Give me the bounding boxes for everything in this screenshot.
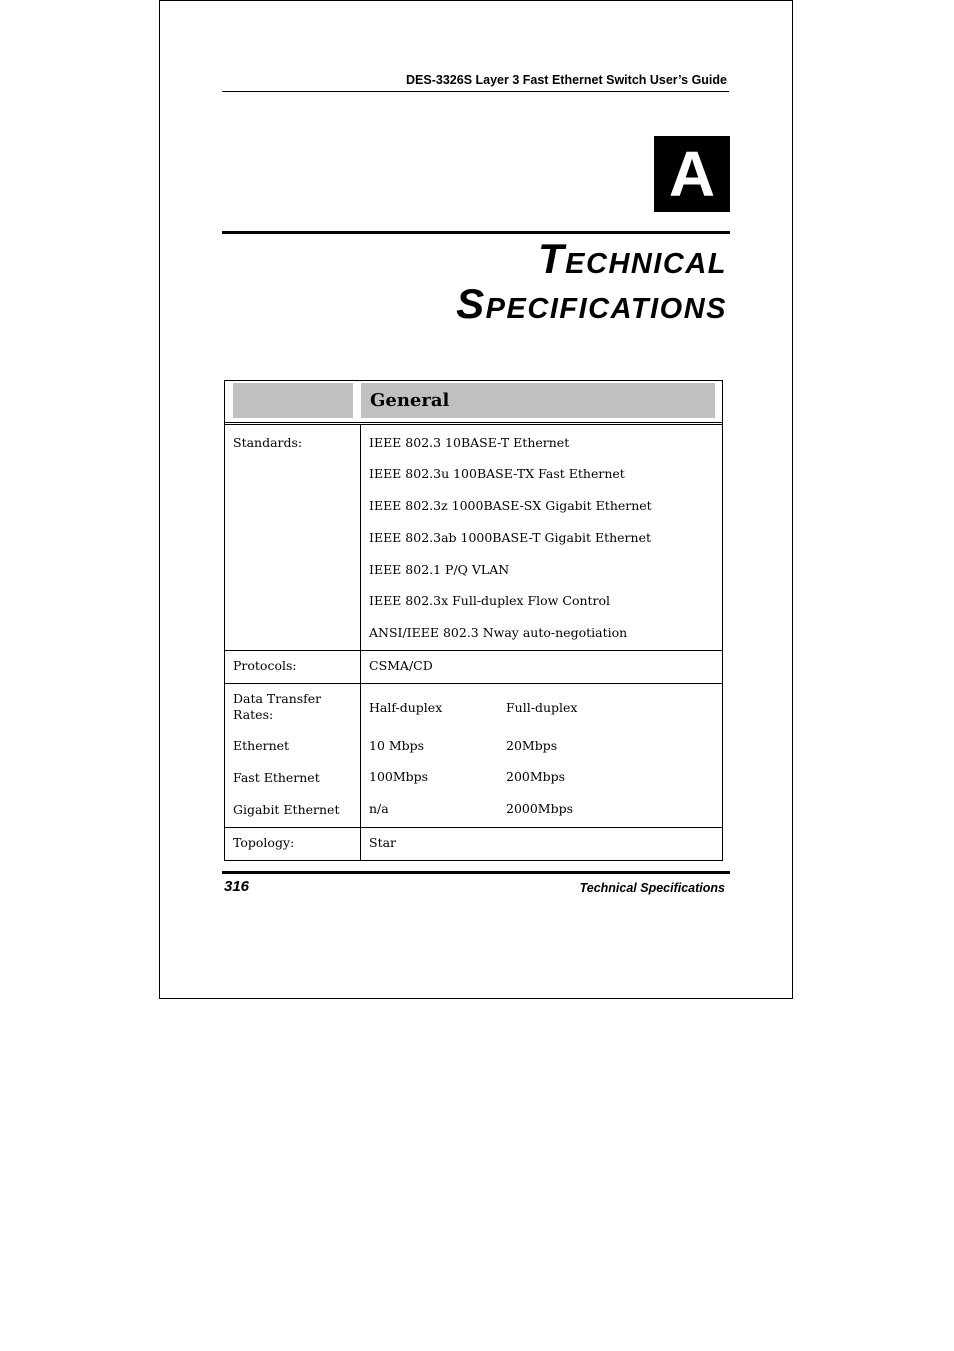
header-shade-left — [233, 383, 353, 418]
rate-full: 2000Mbps — [506, 801, 574, 816]
standard-item: ANSI/IEEE 802.3 Nway auto-negotiation — [369, 625, 628, 640]
spec-table — [224, 380, 723, 861]
rates-col-full: Full-duplex — [506, 700, 578, 715]
rate-half: n/a — [369, 801, 389, 816]
topology-value: Star — [369, 835, 397, 850]
standard-item: IEEE 802.3x Full-duplex Flow Control — [369, 593, 611, 608]
standard-item: IEEE 802.3u 100BASE-TX Fast Ethernet — [369, 466, 625, 481]
rate-full: 20Mbps — [506, 738, 558, 753]
rate-name: Gigabit Ethernet — [233, 802, 340, 817]
rate-name: Ethernet — [233, 738, 290, 753]
header-shade-right — [361, 383, 715, 418]
topology-label: Topology: — [233, 835, 295, 850]
rate-half: 10 Mbps — [369, 738, 425, 753]
standards-label: Standards: — [233, 435, 303, 450]
chapter-title-line1: Technical — [538, 235, 727, 282]
rates-col-half: Half-duplex — [369, 700, 443, 715]
footer-section-title: Technical Specifications — [579, 881, 725, 895]
protocols-row — [225, 651, 722, 683]
chapter-title-line2: Specifications — [456, 280, 727, 327]
chapter-letter-box: A — [654, 136, 730, 212]
page-number: 316 — [224, 878, 250, 895]
rate-half: 100Mbps — [369, 769, 429, 784]
rates-label: Data Transfer Rates: — [233, 691, 322, 722]
standard-item: IEEE 802.3ab 1000BASE-T Gigabit Ethernet — [369, 530, 652, 545]
table-header — [225, 381, 722, 425]
rates-row — [225, 684, 722, 827]
running-header: DES-3326S Layer 3 Fast Ethernet Switch User’s Guide — [406, 73, 727, 87]
title-rule — [222, 231, 730, 234]
standard-item: IEEE 802.1 P/Q VLAN — [369, 562, 510, 577]
rate-full: 200Mbps — [506, 769, 566, 784]
standards-row — [225, 425, 722, 650]
rate-name: Fast Ethernet — [233, 770, 320, 785]
header-rule — [222, 91, 729, 92]
protocols-value: CSMA/CD — [369, 658, 433, 673]
standard-item: IEEE 802.3z 1000BASE-SX Gigabit Ethernet — [369, 498, 652, 513]
protocols-label: Protocols: — [233, 658, 297, 673]
footer-rule — [222, 871, 730, 874]
topology-row — [225, 828, 722, 860]
standard-item: IEEE 802.3 10BASE-T Ethernet — [369, 435, 570, 450]
chapter-title — [300, 236, 727, 326]
section-heading: General — [370, 390, 450, 411]
